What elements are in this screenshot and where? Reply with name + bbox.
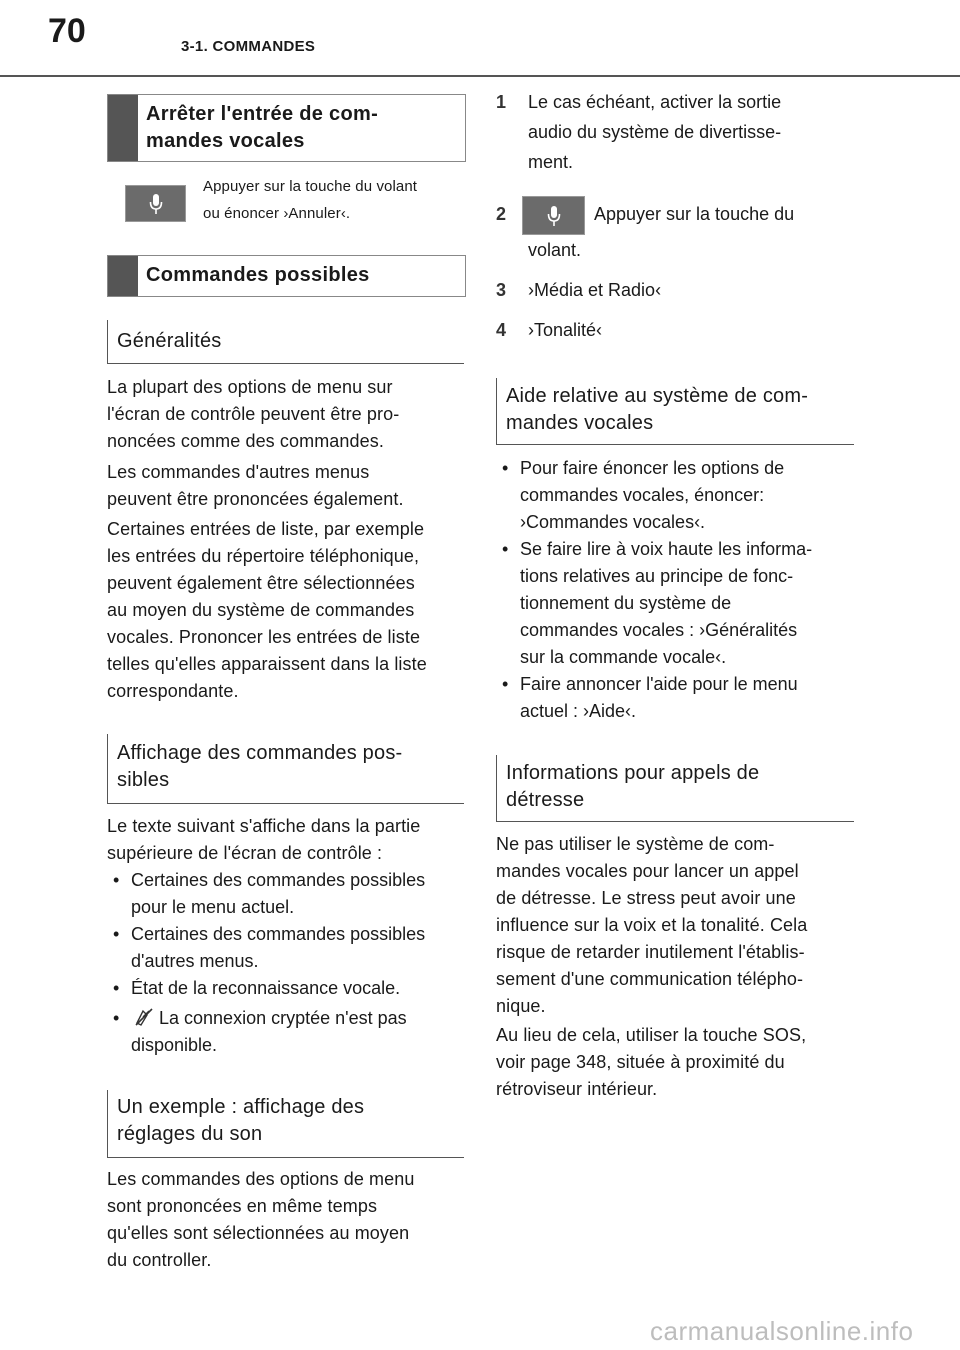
text-line: Appuyer sur la touche du (594, 204, 795, 224)
text-line: de détresse. Le stress peut avoir une (496, 888, 796, 908)
paragraph-display-intro (107, 813, 467, 867)
text-line: réglages du son (117, 1123, 263, 1145)
paragraph-sound-example (107, 1166, 467, 1274)
text-line: Faire annoncer l'aide pour le menu (520, 674, 798, 694)
text-line: Aide relative au système de com- (506, 385, 809, 407)
text-line: ›Média et Radio‹ (528, 280, 662, 300)
heading-stop-voice: Arrêter l'entrée de com- mandes vocales (146, 103, 379, 152)
crossed-lock-icon (133, 1007, 155, 1027)
text-line: Le texte suivant s'affiche dans la partie (107, 816, 421, 836)
text-line: actuel : ›Aide‹. (520, 701, 637, 721)
text-line: telles qu'elles apparaissent dans la liste (107, 654, 427, 674)
text-line: voir page 348, située à proximité du (496, 1052, 785, 1072)
text-line: sement d'une communication télépho- (496, 969, 804, 989)
heading-box-possible-commands (107, 255, 466, 297)
paragraph-list-entries (107, 516, 467, 705)
text-line: correspondante. (107, 681, 239, 701)
text-line: Se faire lire à voix haute les informa- (520, 539, 813, 559)
list-item: • Faire annoncer l'aide pour le menu actuel : ›Aide‹. (496, 671, 860, 725)
text-line: Certaines entrées de liste, par exemple (107, 519, 425, 539)
heading-bar (108, 95, 138, 161)
text-line: mandes vocales (506, 412, 654, 434)
text-line: qu'elles sont sélectionnées au moyen (107, 1223, 410, 1243)
text-line: sur la commande vocale‹. (520, 647, 727, 667)
step-4 (496, 315, 856, 345)
mic-note-line-1: Appuyer sur la touche du volant (203, 178, 418, 195)
text-line: Informations pour appels de (506, 762, 760, 784)
step-2 (496, 199, 856, 265)
microphone-icon (149, 193, 163, 215)
steering-voice-button (522, 196, 585, 235)
text-line: sont prononcées en même temps (107, 1196, 378, 1216)
text-line: peuvent être prononcées également. (107, 489, 404, 509)
subheading-voice-help (496, 378, 854, 445)
text-line: Ne pas utiliser le système de com- (496, 834, 775, 854)
subheading-emergency-calls (496, 755, 854, 822)
text-line: pour le menu actuel. (131, 897, 295, 917)
step-1 (496, 87, 856, 177)
text-line: au moyen du système de commandes (107, 600, 415, 620)
text-line: vocales. Prononcer les entrées de liste (107, 627, 421, 647)
step-number: 2 (496, 204, 507, 224)
mic-note-line-2: ou énoncer ›Annuler‹. (203, 205, 351, 222)
text-line: nique. (496, 996, 546, 1016)
list-item: • État de la reconnaissance vocale. (107, 975, 467, 1002)
text-line: Les commandes des options de menu (107, 1169, 415, 1189)
text-line: détresse (506, 789, 585, 811)
step-number: 1 (496, 92, 507, 112)
watermark: carmanualsonline.info (650, 1316, 914, 1346)
text-line: commandes vocales : ›Généralités (520, 620, 798, 640)
text-line: risque de retarder inutilement l'établis- (496, 942, 805, 962)
text-line: influence sur la voix et la tonalité. Cela (496, 915, 808, 935)
text-line: supérieure de l'écran de contrôle : (107, 843, 383, 863)
text-line: ›Commandes vocales‹. (520, 512, 706, 532)
text-line: Le cas échéant, activer la sortie (528, 92, 782, 112)
microphone-icon (547, 205, 561, 227)
text-line: noncées comme des commandes. (107, 431, 384, 451)
text-line: La connexion cryptée n'est pas (159, 1008, 407, 1028)
subheading-generalites: Généralités (107, 320, 464, 364)
text-line: tionnement du système de (520, 593, 732, 613)
text-line: Affichage des commandes pos- (117, 742, 403, 764)
list-item: • Pour faire énoncer les options de commandes vocales, énoncer: ›Commandes vocales‹. (496, 455, 860, 536)
text-line: Certaines des commandes possibles (131, 924, 426, 944)
text-line: mandes vocales pour lancer un appel (496, 861, 799, 881)
heading-box-stop-voice (107, 94, 466, 162)
paragraph-generalites (107, 374, 467, 455)
text-line: tions relatives au principe de fonc- (520, 566, 794, 586)
page-number: 70 (48, 12, 86, 50)
text-line: État de la reconnaissance vocale. (131, 978, 401, 998)
list-item: • La connexion cryptée n'est pas disponible. (107, 1005, 467, 1059)
subheading-sound-example (107, 1090, 464, 1158)
heading-bar (108, 256, 138, 296)
step-number: 3 (496, 280, 507, 300)
text-line: sibles (117, 769, 170, 791)
section-title: 3-1. COMMANDES (181, 38, 316, 55)
list-item: • Se faire lire à voix haute les informa- tions relatives au principe de fonc- tionnement du système de commandes vocales : ›Généralités sur la commande vocale‹. (496, 536, 860, 671)
text-line: peuvent également être sélectionnées (107, 573, 415, 593)
text-line: audio du système de divertisse- (528, 122, 782, 142)
voice-help-bullet-list (496, 455, 860, 725)
text-line: Certaines des commandes possibles (131, 870, 426, 890)
text-line: Un exemple : affichage des (117, 1096, 365, 1118)
text-line: du controller. (107, 1250, 212, 1270)
text-line: ment. (528, 152, 574, 172)
steering-voice-button (125, 185, 186, 222)
text-line: volant. (528, 240, 582, 260)
header-divider (0, 75, 960, 77)
text-line: Au lieu de cela, utiliser la touche SOS, (496, 1025, 807, 1045)
list-item: • Certaines des commandes possibles pour le menu actuel. (107, 867, 467, 921)
list-item: • Certaines des commandes possibles d'autres menus. (107, 921, 467, 975)
step-3 (496, 275, 856, 305)
paragraph-sos (496, 1022, 860, 1103)
step-number: 4 (496, 320, 507, 340)
text-line: commandes vocales, énoncer: (520, 485, 765, 505)
heading-possible-commands: Commandes possibles (146, 264, 370, 286)
text-line: d'autres menus. (131, 951, 259, 971)
text-line: ›Tonalité‹ (528, 320, 603, 340)
text-line: Pour faire énoncer les options de (520, 458, 785, 478)
text-line: rétroviseur intérieur. (496, 1079, 658, 1099)
text-line: disponible. (131, 1035, 218, 1055)
paragraph-other-menus (107, 459, 467, 513)
subheading-display-commands (107, 734, 464, 804)
text-line: La plupart des options de menu sur (107, 377, 393, 397)
paragraph-emergency (496, 831, 860, 1020)
display-bullet-list (107, 867, 467, 1059)
text-line: l'écran de contrôle peuvent être pro- (107, 404, 400, 424)
text-line: Les commandes d'autres menus (107, 462, 370, 482)
text-line: les entrées du répertoire téléphonique, (107, 546, 420, 566)
